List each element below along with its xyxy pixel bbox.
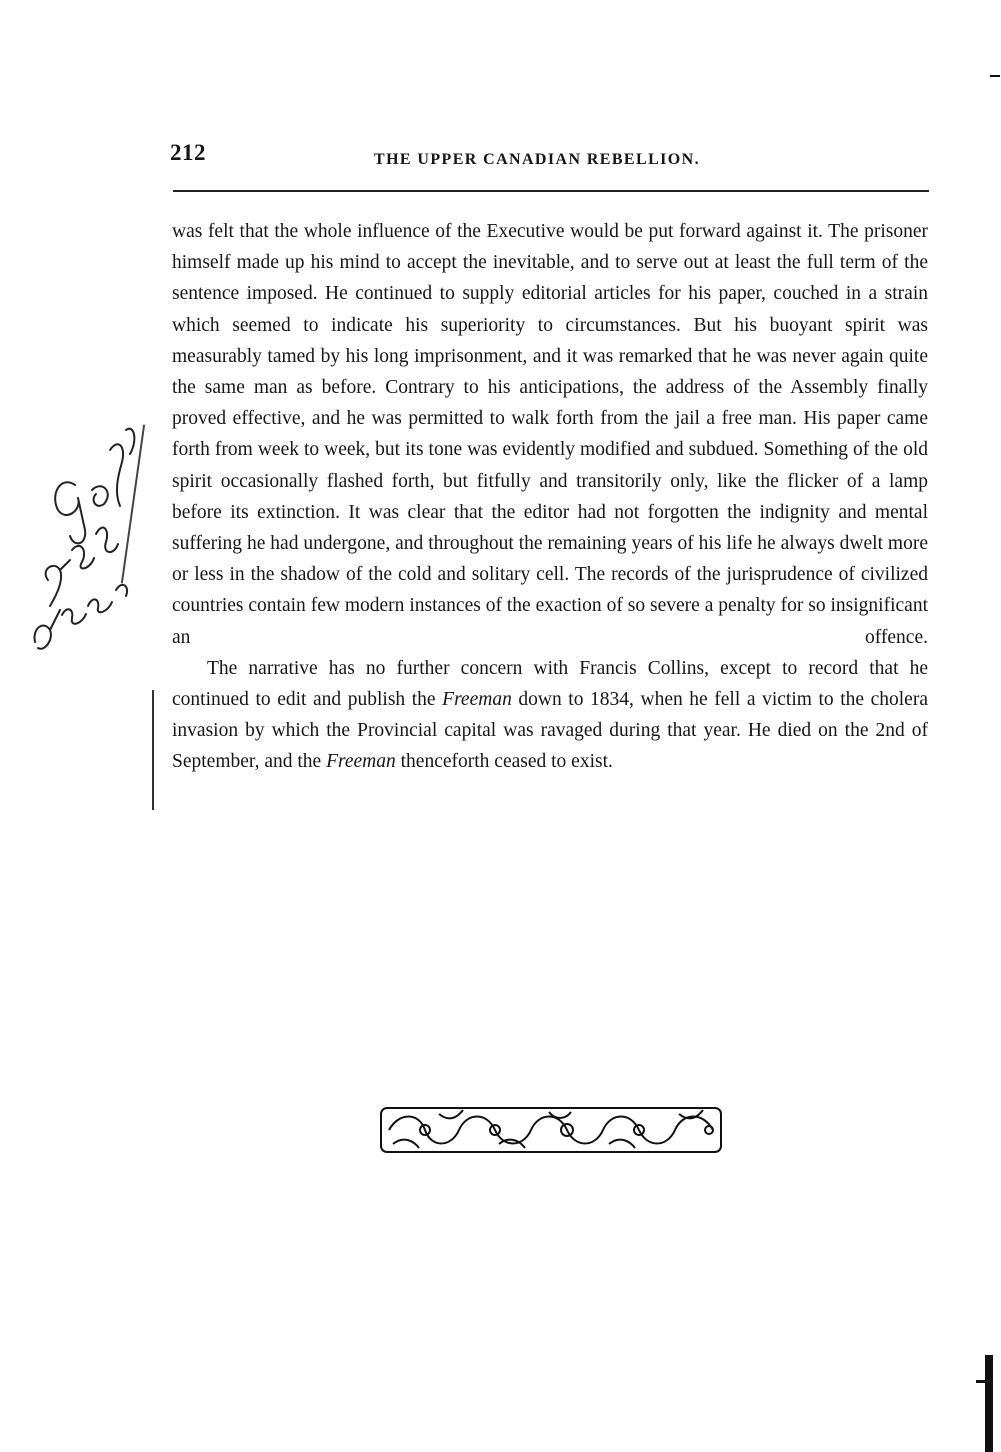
scan-mark-top xyxy=(990,75,1000,77)
margin-line xyxy=(152,690,154,810)
paragraph-2-part-2: down to 1834, when he fell a victim to the cholera invasion by which the Provincial capital was ravaged during that year. He died on the 2nd of September, and the xyxy=(172,689,928,773)
scan-mark-notch xyxy=(976,1380,986,1383)
freeman-title-1: Freeman xyxy=(442,689,512,711)
header-rule xyxy=(173,190,929,192)
paragraph-2 xyxy=(172,653,928,778)
handwritten-note xyxy=(30,410,140,670)
page-number: 212 xyxy=(170,140,206,165)
freeman-title-2: Freeman xyxy=(326,751,396,773)
paragraph-2-part-1: The narrative has no further concern with Francis Collins, except to record that he continued to edit and publish the xyxy=(172,657,928,711)
scan-mark-right xyxy=(985,1355,993,1452)
paragraph-1: was felt that the whole influence of the Executive would be put forward against it. The prisoner himself made up his mind to accept the inevitable, and to serve out at least the full term of the sentence imposed. He continued to supply editorial articles for his paper, couched in a strain which seemed to indicate his superiority to circumstances. But his buoyant spirit was measurably tamed by his long imprisonment, and it was remarked that he was never again quite the same man as before. Contrary to his anticipations, the address of the Assembly finally proved effective, and he was permitted to walk forth from the jail a free man. His paper came forth from week to week, but its tone was evidently modified and subdued. Something of the old spirit occasionally flashed forth, but fitfully and transitorily only, like the flicker of a lamp before its extinction. It was clear that the editor had not forgotten the indignity and mental suffering he had undergone, and throughout the remaining years of his life he always dwelt more or less in the shadow of the cold and solitary cell. The records of the jurisprudence of civilized countries contain few modern instances of the exaction of so severe a penalty for so insignificant an offence. xyxy=(172,221,928,648)
text-block xyxy=(172,216,928,778)
running-head: THE UPPER CANADIAN REBELLION. xyxy=(374,151,700,168)
paragraph-2-part-3: thenceforth ceased to exist. xyxy=(395,751,613,773)
ornament-icon xyxy=(379,1104,723,1156)
